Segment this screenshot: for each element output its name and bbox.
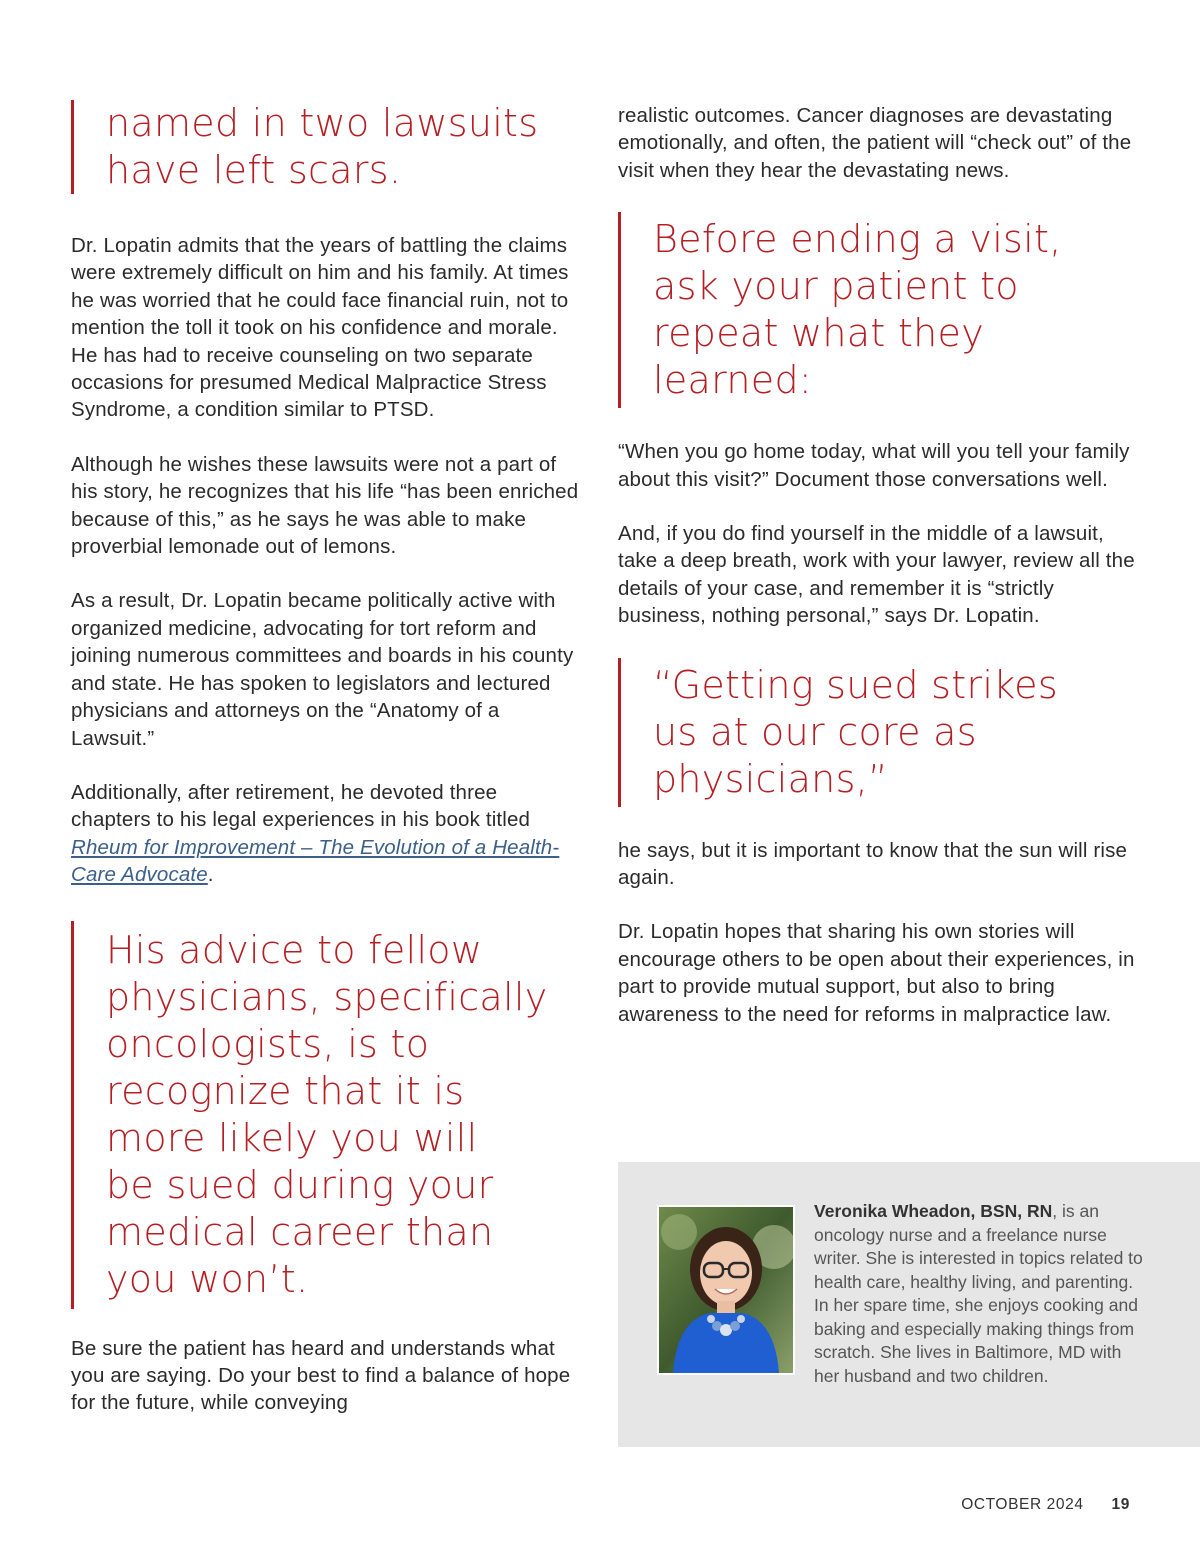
- body-paragraph: “When you go home today, what will you tell your family about this visit?” Document those conversations well.: [618, 440, 1130, 491]
- body-paragraph: Dr. Lopatin admits that the years of battling the claims were extremely difficult on him and his family. At times he was worried that he could face financial ruin, not to mention the toll it took on his confidence and morale. He has had to receive counseling on two separate occasions for presumed Medical Malpractice Stress Syndrome, a condition similar to PTSD.: [71, 234, 569, 422]
- pull-quote-line: physicians, specifically: [106, 974, 548, 1019]
- right-column: [618, 102, 1138, 1028]
- pull-quote-advice: [71, 921, 581, 1309]
- book-suffix-text: .: [207, 863, 214, 887]
- body-paragraph: realistic outcomes. Cancer diagnoses are devastating emotionally, and often, the patient will “check out” of the visit when they hear the devastating news.: [618, 104, 1132, 182]
- left-column: [71, 100, 581, 1417]
- pull-quote-line: His advice to fellow: [106, 927, 483, 972]
- pull-quote-line: you won’t.: [106, 1256, 309, 1301]
- pull-quote-line: “Getting sued strikes: [653, 662, 1058, 707]
- pull-quote-line: oncologists, is to: [106, 1021, 430, 1066]
- body-paragraph: Dr. Lopatin hopes that sharing his own stories will encourage others to be open about their experiences, in part to provide mutual support, but also to bring awareness to the need for reforms in malpractice law.: [618, 920, 1135, 1026]
- body-paragraph: he says, but it is important to know that the sun will rise again.: [618, 838, 1128, 890]
- pull-quote-line: ask your patient to: [653, 264, 1019, 309]
- body-paragraph: As a result, Dr. Lopatin became politically active with organized medicine, advocating for tort reform and joining numerous committees and boards in his county and state. He has spoken to legislators and lectured physicians and attorneys on the “Anatomy of a Lawsuit.”: [71, 589, 574, 750]
- pull-quote-line: be sued during your: [106, 1162, 494, 1207]
- body-paragraph-book: [71, 779, 581, 889]
- issue-date: OCTOBER 2024: [961, 1496, 1084, 1513]
- pull-quote-line: named in two lawsuits: [106, 101, 539, 145]
- pull-quote-core: [618, 658, 1138, 807]
- pull-quote-line: physicians,”: [653, 756, 889, 801]
- author-bio-text: [814, 1200, 1144, 1388]
- pull-quote-line: more likely you will: [106, 1115, 478, 1160]
- pull-quote-line: recognize that it is: [106, 1068, 465, 1113]
- body-paragraph: Although he wishes these lawsuits were not a part of his story, he recognizes that his life “has been enriched because of this,” as he says he was able to make proverbial lemonade out of lemons.: [71, 452, 579, 559]
- author-bio-box: [618, 1162, 1200, 1447]
- body-paragraph: And, if you do find yourself in the middle of a lawsuit, take a deep breath, work with your lawyer, review all the details of your case, and remember it is “strictly business, nothing personal,” says Dr. Lopatin.: [618, 522, 1135, 628]
- pull-quote-scars: [71, 100, 581, 194]
- author-name: Veronika Wheadon, BSN, RN: [814, 1201, 1053, 1221]
- page-footer: [961, 1496, 1130, 1514]
- pull-quote-line: us at our core as: [653, 709, 977, 754]
- author-photo: [657, 1205, 795, 1375]
- pull-quote-line: have left scars.: [106, 148, 402, 192]
- author-description: , is an oncology nurse and a freelance nurse writer. She is interested in topics related to health care, healthy living, and parenting. In her spare time, she enjoys cooking and baking and especially making things from scratch. She lives in Baltimore, MD with her husband and two children.: [814, 1201, 1143, 1386]
- pull-quote-line: Before ending a visit,: [653, 217, 1062, 262]
- pull-quote-visit: [618, 212, 1138, 408]
- page-number: 19: [1111, 1496, 1130, 1513]
- pull-quote-line: repeat what they: [653, 311, 985, 356]
- author-portrait-image: [659, 1207, 793, 1373]
- book-title-link[interactable]: Rheum for Improvement – The Evolution of a Health-Care Advocate: [71, 835, 560, 887]
- pull-quote-line: learned:: [653, 358, 812, 403]
- book-intro-text: Additionally, after retirement, he devoted three chapters to his legal experiences in his book titled: [71, 780, 531, 832]
- body-paragraph: Be sure the patient has heard and understands what you are saying. Do your best to find a balance of hope for the future, while conveying: [71, 1336, 571, 1415]
- pull-quote-line: medical career than: [106, 1209, 494, 1254]
